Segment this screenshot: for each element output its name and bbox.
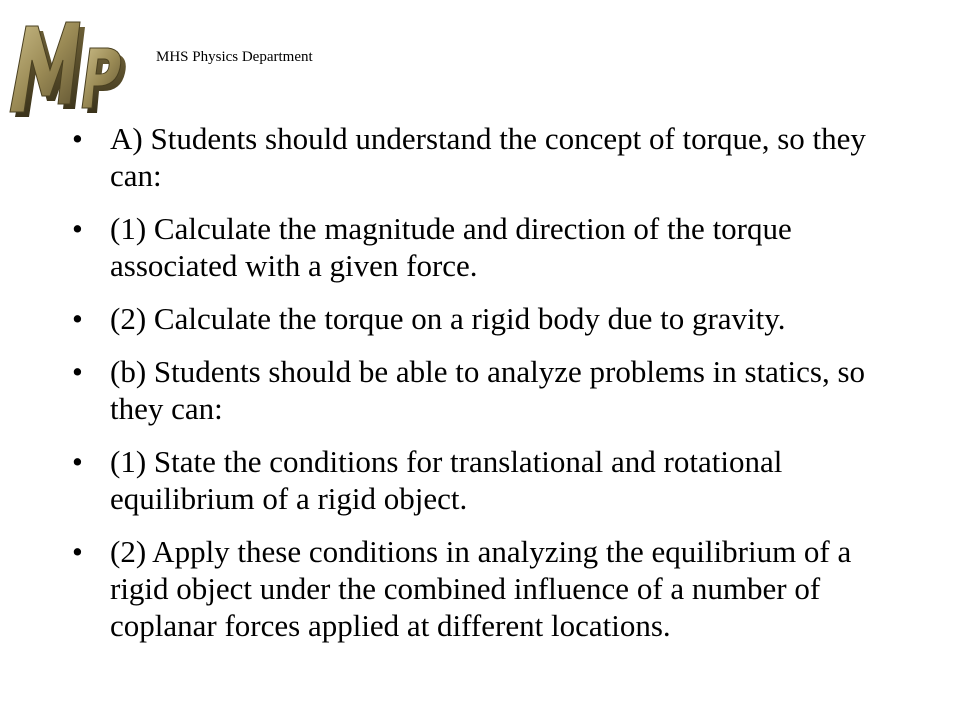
department-header: MHS Physics Department [156, 49, 313, 65]
list-item [72, 443, 872, 517]
bullet-marker: • [72, 301, 83, 336]
mp-logo-graphic [0, 8, 130, 120]
list-item [72, 353, 872, 427]
bullet-marker: • [72, 354, 83, 389]
bullet-marker: • [72, 211, 83, 246]
bullet-text: (2) Calculate the torque on a rigid body due to gravity. [110, 301, 786, 336]
bullet-marker: • [72, 534, 83, 569]
bullet-marker: • [72, 444, 83, 479]
bullet-marker: • [72, 121, 83, 156]
bullet-text: (1) Calculate the magnitude and direction of the torque associated with a given force. [110, 211, 792, 283]
mp-logo [0, 8, 130, 120]
list-item [72, 300, 872, 337]
objectives-list [72, 120, 872, 660]
list-item [72, 533, 872, 644]
list-item [72, 210, 872, 284]
list-item [72, 120, 872, 194]
bullet-text: (b) Students should be able to analyze problems in statics, so they can: [110, 354, 866, 426]
bullet-text: (1) State the conditions for translational and rotational equilibrium of a rigid object. [110, 444, 783, 516]
bullet-text: (2) Apply these conditions in analyzing the equilibrium of a rigid object under the combined influence of a number of coplanar forces applied at different locations. [110, 534, 852, 643]
bullet-text: A) Students should understand the concept of torque, so they can: [110, 121, 866, 193]
